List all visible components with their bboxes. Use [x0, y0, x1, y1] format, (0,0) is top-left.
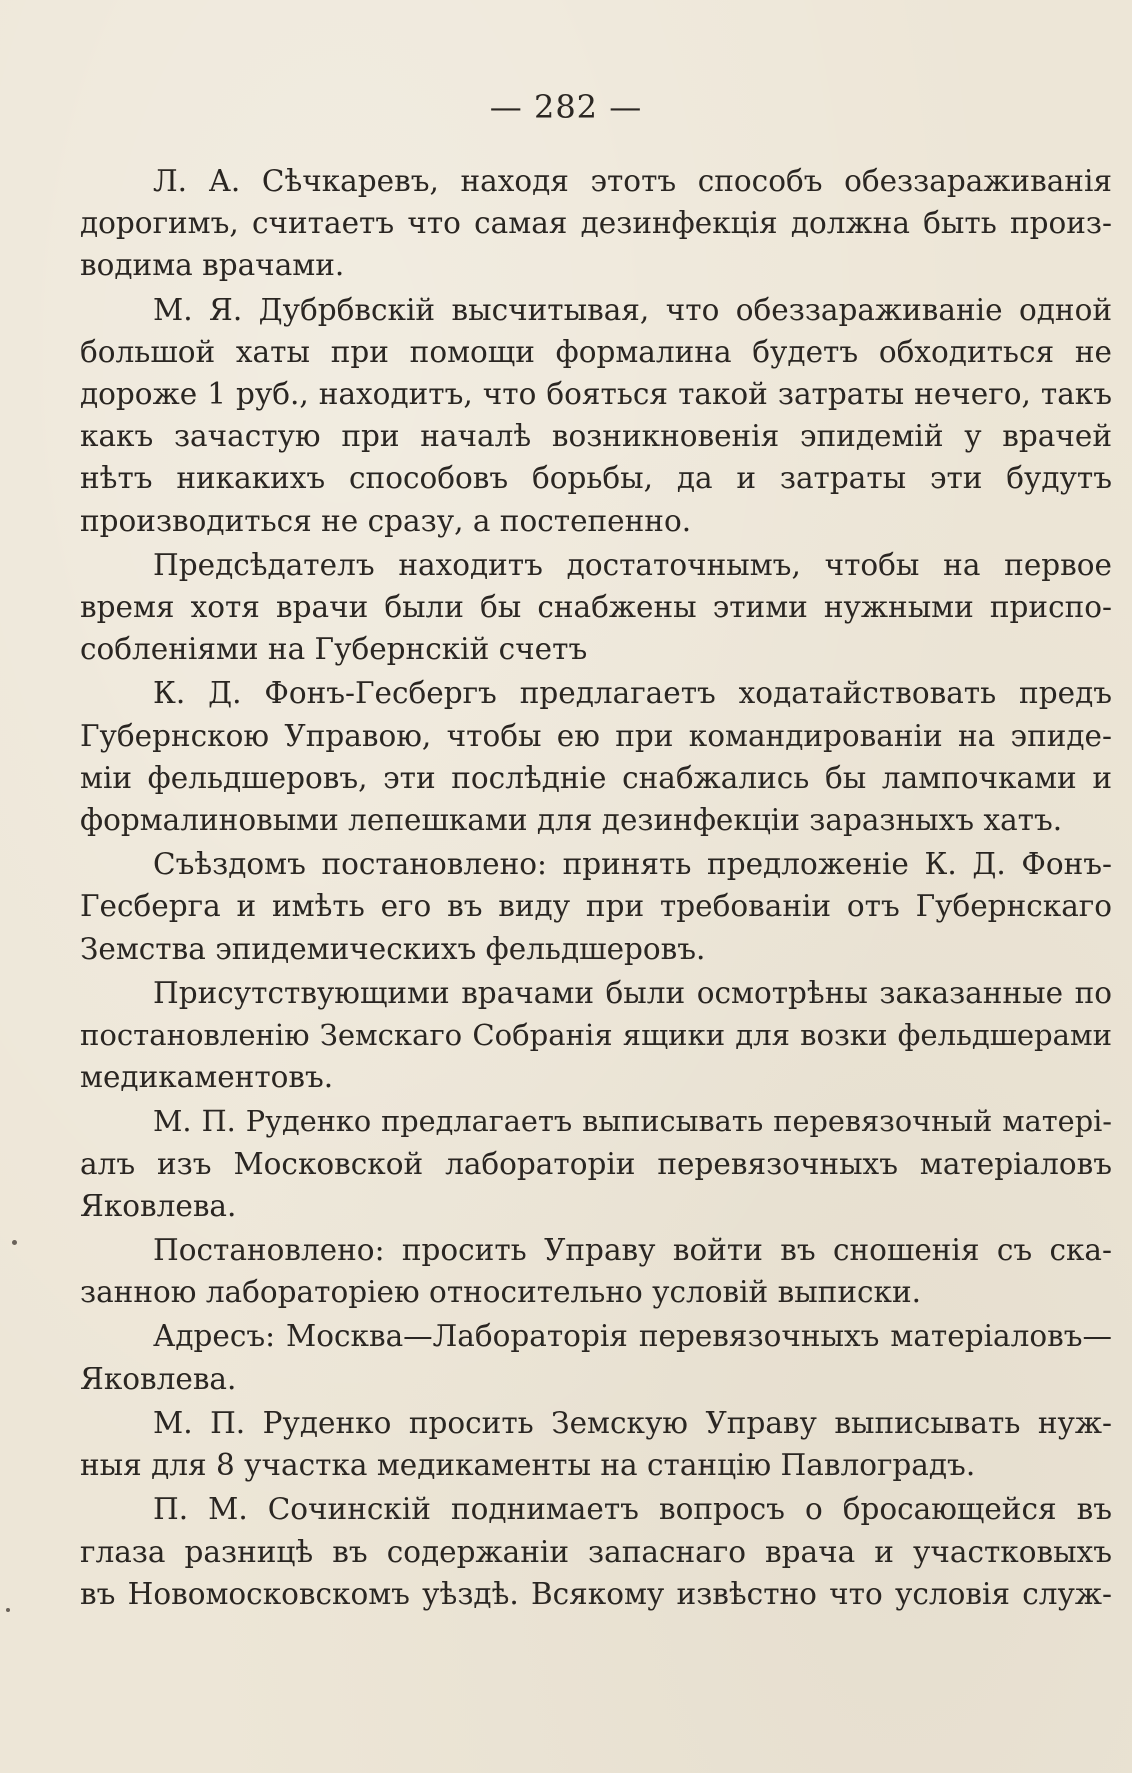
paragraph — [80, 843, 1112, 970]
text-line: Предсѣдателъ находитъ достаточнымъ, чтобы на первое — [153, 547, 1112, 582]
paragraph — [80, 160, 1112, 287]
paragraph — [80, 544, 1112, 671]
paragraph — [80, 1100, 1112, 1227]
text-line: міи фельдшеровъ, эти послѣдніе снабжались бы лампочками и — [80, 760, 1112, 795]
text-line: Гесберга и имѣть его въ виду при требованіи отъ Губернскаго — [80, 889, 1112, 924]
text-line: Адресъ: Москва—Лабораторія перевязочныхъ матеріаловъ— — [153, 1319, 1112, 1354]
text-line: дорогимъ, считаетъ что самая дезинфекція должна быть произ- — [80, 206, 1112, 241]
paragraph — [80, 972, 1112, 1099]
paragraph — [80, 1229, 1112, 1313]
text-line: М. П. Руденко предлагаетъ выписывать перевязочный матері- — [153, 1104, 1112, 1139]
text-line: Постановлено: просить Управу войти въ сношенія съ ска- — [153, 1233, 1112, 1268]
text-line: Земства эпидемическихъ фельдшеровъ. — [80, 931, 706, 966]
text-line: Л. А. Сѣчкаревъ, находя этотъ способъ обеззараживанія — [153, 164, 1112, 198]
text-line: формалиновыми лепешками для дезинфекціи заразныхъ хатъ. — [80, 803, 1063, 838]
text-line: занною лабораторіею относительно условій выписки. — [80, 1275, 921, 1310]
body-text — [80, 160, 1112, 1617]
paragraph — [80, 672, 1112, 841]
text-line: К. Д. Фонъ-Гесбергъ предлагаетъ ходатайствовать предъ — [153, 676, 1112, 711]
text-line: водима врачами. — [80, 248, 345, 283]
text-line: въ Новомосковскомъ уѣздѣ. Всякому извѣстно что условія служ- — [80, 1576, 1112, 1611]
text-line: Губернскою Управою, чтобы ею при командированіи на эпиде- — [80, 718, 1112, 753]
text-line: медикаментовъ. — [80, 1060, 334, 1095]
text-line: какъ зачастую при началѣ возникновенія эпидемій у врачей — [80, 419, 1112, 454]
text-line: Яковлева. — [80, 1188, 237, 1223]
paragraph — [80, 289, 1112, 542]
text-line: производиться не сразу, а постепенно. — [80, 503, 692, 538]
text-line: Съѣздомъ постановлено: принять предложеніе К. Д. Фонъ- — [153, 847, 1112, 882]
text-line: дороже 1 руб., находитъ, что бояться такой затраты нечего, такъ — [80, 377, 1112, 412]
page-number: — 282 — — [489, 88, 643, 126]
text-line: постановленію Земскаго Собранія ящики для возки фельдшерами — [80, 1018, 1112, 1053]
text-line: большой хаты при помощи формалина будетъ обходиться не — [80, 334, 1112, 369]
text-line: М. Я. Дубрбвскій высчитывая, что обеззараживаніе одной — [153, 292, 1112, 327]
text-line: нѣтъ никакихъ способовъ борьбы, да и затраты эти будутъ — [80, 461, 1112, 496]
paper-speck — [6, 1608, 10, 1612]
text-line: Яковлева. — [80, 1361, 237, 1396]
paragraph — [80, 1315, 1112, 1399]
text-line: М. П. Руденко просить Земскую Управу выписывать нуж- — [153, 1405, 1112, 1440]
text-line: П. М. Сочинскій поднимаетъ вопросъ о бросающейся въ — [153, 1492, 1112, 1527]
text-line: глаза разницѣ въ содержаніи запаснаго врача и участковыхъ — [80, 1534, 1112, 1569]
text-line: Присутствующими врачами были осмотрѣны заказанные по — [153, 975, 1112, 1010]
text-line: ныя для 8 участка медикаменты на станцію Павлоградъ. — [80, 1448, 976, 1483]
text-line: алъ изъ Московской лабораторіи перевязочныхъ матеріаловъ — [80, 1146, 1112, 1181]
text-line: собленіями на Губернскій счетъ — [80, 632, 588, 667]
paper-speck — [12, 1240, 17, 1245]
paragraph — [80, 1402, 1112, 1486]
text-line: время хотя врачи были бы снабжены этими нужными приспо- — [80, 590, 1112, 625]
paragraph — [80, 1488, 1112, 1615]
